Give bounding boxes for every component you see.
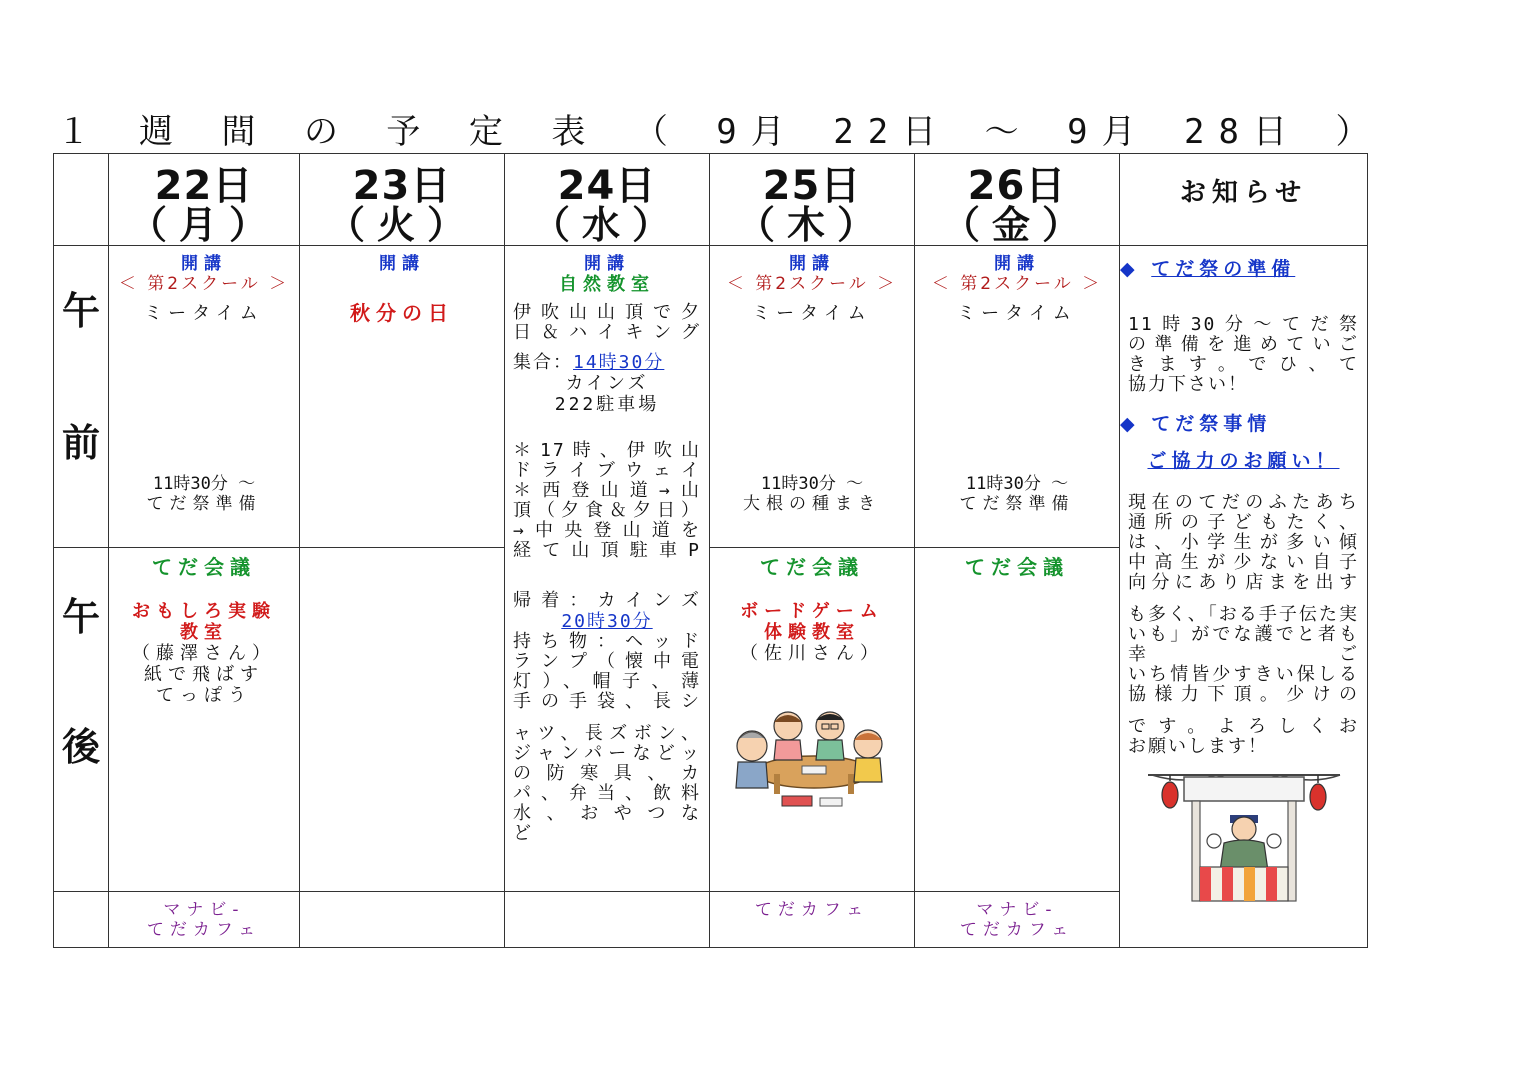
notice-line: です。よろしくお: [1128, 716, 1359, 737]
time-label: 11時30分 ～: [760, 474, 864, 494]
day-header-25: [710, 154, 915, 246]
event-title: ボードゲーム: [740, 601, 884, 622]
return-time: 20時30分: [561, 611, 653, 632]
cafe-label: てだカフェ: [146, 920, 262, 940]
notice-line: 11時30分～てだ祭: [1128, 314, 1359, 335]
school-label: ＜ 第2スクール ＞: [931, 274, 1103, 294]
route-line: ＊西登山道→山: [513, 480, 701, 501]
meeting-label: てだ会議: [965, 555, 1069, 579]
items-line: ど: [513, 823, 533, 844]
school-label: ＜ 第2スクール ＞: [118, 274, 290, 294]
task-label: 大根の種まき: [743, 494, 881, 514]
day-header-22: [109, 154, 300, 246]
route-line: 経て山頂駐車P: [513, 540, 701, 561]
event-title: 体験教室: [764, 622, 860, 643]
thu-morning-cell: [710, 246, 915, 548]
host-label: （藤澤さん）: [132, 643, 276, 664]
day-header-24: [505, 154, 710, 246]
notice-cell: [1120, 246, 1368, 948]
diamond-icon: ◆: [1120, 413, 1140, 435]
route-line: 頂（夕食＆夕日）: [513, 500, 701, 521]
route-line: ＊17時、伊吹山: [513, 440, 701, 461]
items-line: の防寒具、カ: [513, 763, 701, 784]
items-line: 水、おやつな: [513, 803, 701, 824]
items-line: ジャンパーなどッ: [513, 743, 701, 764]
route-list: [505, 441, 709, 561]
return-line: 帰着：カインズ: [513, 590, 701, 611]
cafe-label: マナビ-: [976, 900, 1058, 920]
notice-heading-1: ◆ てだ祭の準備: [1120, 258, 1296, 280]
morning-row: [54, 246, 1368, 548]
evening-label-cell: [54, 892, 109, 948]
day-weekday: （水）: [531, 203, 682, 246]
task-label: てだ祭準備: [959, 494, 1075, 514]
notice-line: 現在のてだのふたあち: [1128, 492, 1359, 513]
holiday-label: 秋分の日: [350, 301, 454, 325]
event-detail: てっぽう: [156, 685, 252, 706]
day-date: 26日: [967, 163, 1067, 209]
meet-place: カインズ: [565, 373, 649, 394]
day-weekday: （火）: [326, 203, 477, 246]
host-label: （佐川さん）: [740, 643, 884, 664]
meet-line: [505, 353, 709, 373]
tue-evening-cell: [300, 892, 505, 948]
notice-header: [1120, 154, 1368, 246]
cafe-label: てだカフェ: [959, 920, 1075, 940]
slot-label: 前: [61, 421, 100, 465]
items-line: ャツ、長ズボン、: [513, 723, 701, 744]
event-detail: 紙で飛ばす: [144, 664, 264, 685]
tue-afternoon-cell: [300, 548, 505, 892]
morning-label-cell: [54, 246, 109, 548]
day-date: 25日: [762, 163, 862, 209]
event-title: 教室: [180, 622, 228, 643]
schedule-table: [53, 153, 1368, 948]
activity-label: ミータイム: [144, 303, 264, 324]
afternoon-label-cell: [54, 548, 109, 892]
page-title: １ 週 間 の 予 定 表 （ 9月 22日 ～ 9月 28日 ）: [56, 112, 1384, 152]
items-list: [505, 632, 709, 844]
corner-cell: [54, 154, 109, 246]
meet-place: 222駐車場: [554, 394, 660, 415]
cafe-label: マナビ-: [163, 900, 245, 920]
notice-line: お願いします！: [1128, 736, 1268, 757]
items-line: 灯）、帽子、薄: [513, 671, 701, 692]
notice-line: 向分にあり店まを出す: [1128, 572, 1359, 593]
wed-evening-cell: [505, 892, 710, 948]
notice-paragraph-1: [1120, 315, 1367, 395]
notice-line: も多く、「おる手子伝た実: [1128, 604, 1359, 625]
header-row: [54, 154, 1368, 246]
cafe-label: てだカフェ: [754, 900, 870, 920]
day-weekday: （月）: [128, 203, 279, 246]
time-label: 11時30分 ～: [965, 474, 1069, 494]
festival-illustration-icon: [1144, 763, 1344, 911]
fri-afternoon-cell: [915, 548, 1120, 892]
notice-line: 協様力下頂。少けの: [1128, 684, 1359, 705]
notice-line: いち情皆少すきい保しる: [1128, 664, 1359, 685]
slot-label: 後: [61, 725, 100, 769]
thu-evening-cell: [710, 892, 915, 948]
event-title: おもしろ実験: [132, 601, 276, 622]
tue-morning-cell: [300, 246, 505, 548]
notice-line: きます。でひ、て: [1128, 354, 1359, 375]
day-date: 23日: [352, 163, 452, 209]
kaiko-label: 開講: [181, 254, 227, 274]
kaiko-label: 開講: [994, 254, 1040, 274]
fri-evening-cell: [915, 892, 1120, 948]
items-line: パ、弁当、飲料: [513, 783, 701, 804]
activity-label: ミータイム: [957, 303, 1077, 324]
day-date: 24日: [557, 163, 657, 209]
notice-line: 協力下さい！: [1128, 374, 1248, 395]
notice-paragraph-2: [1120, 493, 1367, 593]
fri-morning-cell: [915, 246, 1120, 548]
slot-label: 午: [61, 595, 100, 639]
day-header-23: [300, 154, 505, 246]
board-game-illustration: [710, 704, 914, 816]
kaiko-label: 開講: [379, 254, 425, 274]
notice-paragraph-3: [1120, 605, 1367, 705]
route-line: →中央登山道を: [513, 520, 701, 541]
task-label: てだ祭準備: [146, 494, 262, 514]
thu-afternoon-cell: [710, 548, 915, 892]
notice-line: の準備を進めていご: [1128, 334, 1359, 355]
mon-afternoon-cell: [109, 548, 300, 892]
event-desc: 伊吹山山頂で夕: [513, 302, 701, 323]
mon-morning-cell: [109, 246, 300, 548]
meet-label: 集合：: [513, 352, 573, 373]
board-game-icon: [730, 704, 894, 812]
meeting-label: てだ会議: [760, 555, 864, 579]
event-title: 自然教室: [559, 274, 655, 295]
activity-label: ミータイム: [752, 303, 872, 324]
mon-evening-cell: [109, 892, 300, 948]
day-header-26: [915, 154, 1120, 246]
time-label: 11時30分 ～: [152, 474, 256, 494]
notice-line: いも」がでな護でと者も幸ご: [1128, 624, 1359, 665]
items-line: 持ち物：ヘッド: [513, 631, 701, 652]
cooperation-banner: ご協力のお願い！: [1147, 450, 1340, 472]
notice-header-label: お知らせ: [1179, 178, 1308, 208]
notice-paragraph-4: [1120, 717, 1367, 757]
meet-time: 14時30分: [573, 352, 665, 373]
event-desc: 日＆ハイキング: [513, 322, 701, 343]
slot-label: 午: [61, 289, 100, 333]
day-weekday: （金）: [941, 203, 1092, 246]
school-label: ＜ 第2スクール ＞: [726, 274, 898, 294]
notice-line: 中高生が少ない自子: [1128, 552, 1359, 573]
meeting-label: てだ会議: [152, 555, 256, 579]
kaiko-label: 開講: [789, 254, 835, 274]
wed-outing-cell: [505, 246, 710, 892]
day-date: 22日: [154, 163, 254, 209]
notice-line: 通所の子どもたく、: [1128, 512, 1359, 533]
kaiko-label: 開講: [584, 254, 630, 274]
items-line: ランプ（懐中電: [513, 651, 701, 672]
day-weekday: （木）: [736, 203, 887, 246]
diamond-icon: ◆: [1120, 258, 1140, 280]
notice-heading-2: ◆ てだ祭事情: [1120, 413, 1272, 435]
route-line: ドライブウェイ: [513, 460, 701, 481]
notice-line: は、小学生が多い傾: [1128, 532, 1359, 553]
festival-stall-illustration: [1120, 763, 1367, 915]
items-line: 手の手袋、長シ: [513, 691, 701, 712]
